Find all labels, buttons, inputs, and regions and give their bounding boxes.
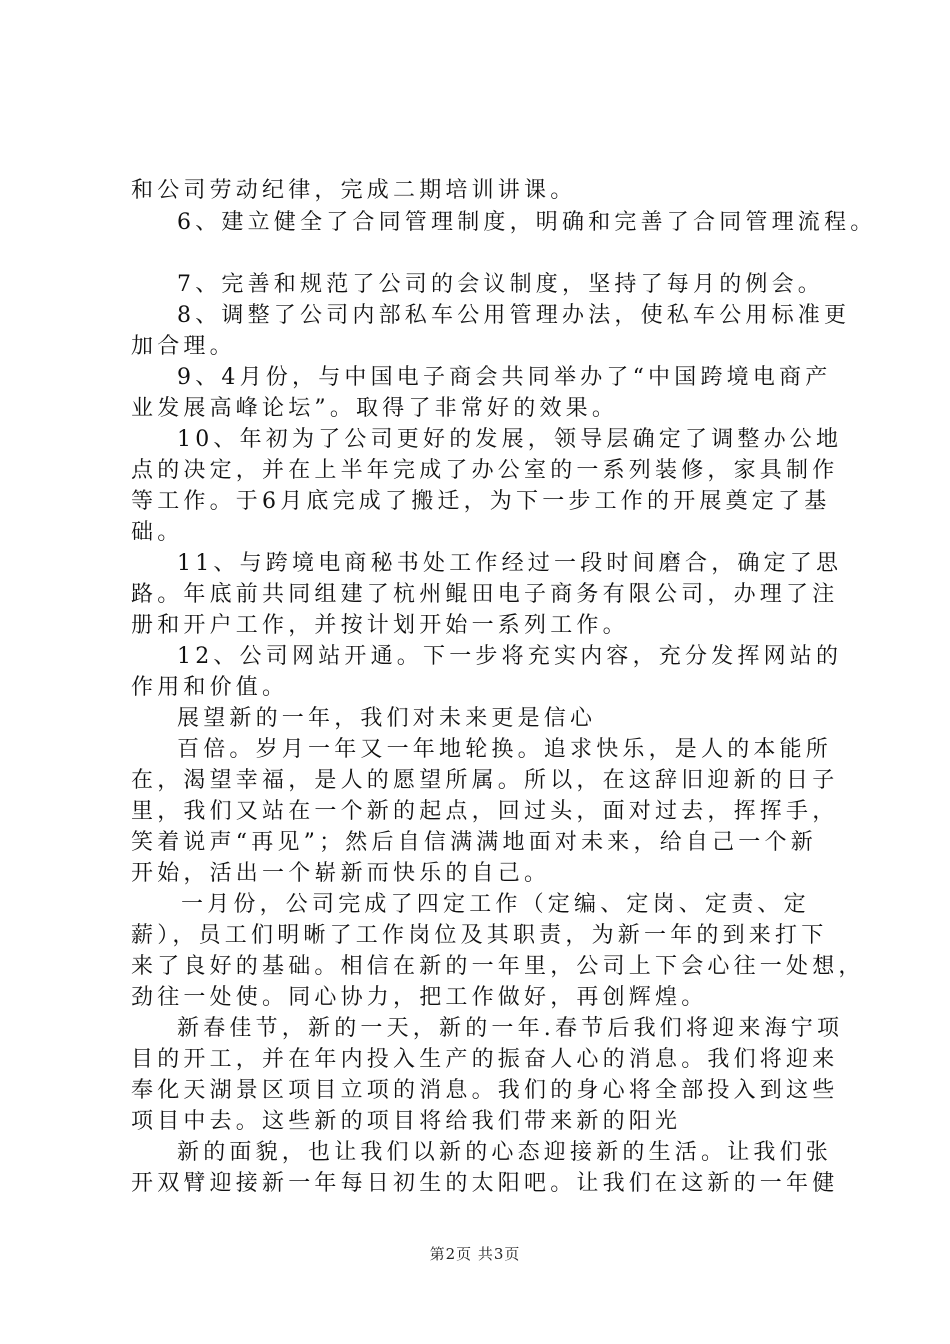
text-line: 项目中去。这些新的项目将给我们带来新的阳光	[131, 1109, 682, 1134]
text-line: 目的开工，并在年内投入生产的振奋人心的消息。我们将迎来	[131, 1047, 839, 1072]
text-line: 作用和价值。	[131, 675, 289, 700]
text-line: 10、年初为了公司更好的发展，领导层确定了调整办公地	[177, 427, 843, 452]
text-line: 薪），员工们明晰了工作岗位及其职责，为新一年的到来打下	[131, 923, 828, 948]
text-line: 展望新的一年，我们对未来更是信心	[177, 706, 597, 731]
text-line: 一月份，公司完成了四定工作（定编、定岗、定责、定	[181, 892, 810, 917]
text-line: 12、公司网站开通。下一步将充实内容，充分发挥网站的	[177, 644, 843, 669]
text-line: 9、4月份，与中国电子商会共同举办了“中国跨境电商产	[177, 365, 832, 390]
text-line: 来了良好的基础。相信在新的一年里，公司上下会心往一处想，	[131, 954, 865, 979]
text-line: 开双臂迎接新一年每日初生的太阳吧。让我们在这新的一年健	[131, 1171, 839, 1196]
text-line: 新春佳节，新的一天，新的一年.春节后我们将迎来海宁项	[177, 1016, 844, 1041]
text-line: 在，渴望幸福，是人的愿望所属。所以，在这辞旧迎新的日子	[131, 768, 839, 793]
text-line: 加合理。	[131, 334, 236, 359]
text-line: 新的面貌，也让我们以新的心态迎接新的生活。让我们张	[177, 1140, 833, 1165]
text-line: 7、完善和规范了公司的会议制度，坚持了每月的例会。	[177, 272, 824, 297]
text-line: 业发展高峰论坛”。取得了非常好的效果。	[131, 396, 619, 421]
text-line: 6、建立健全了合同管理制度，明确和完善了合同管理流程。	[177, 210, 877, 235]
text-line: 册和开户工作，并按计划开始一系列工作。	[131, 613, 629, 638]
text-line: 路。年底前共同组建了杭州鲲田电子商务有限公司，办理了注	[131, 582, 839, 607]
text-line: 劲往一处使。同心协力，把工作做好，再创辉煌。	[131, 985, 708, 1010]
text-line: 8、调整了公司内部私车公用管理办法，使私车公用标准更	[177, 303, 851, 328]
text-line: 等工作。于6月底完成了搬迁，为下一步工作的开展奠定了基	[131, 489, 831, 514]
page-number-footer: 第2页 共3页	[429, 1245, 521, 1263]
text-line: 点的决定，并在上半年完成了办公室的一系列装修，家具制作	[131, 458, 839, 483]
text-line: 奉化天湖景区项目立项的消息。我们的身心将全部投入到这些	[131, 1078, 839, 1103]
text-line: 础。	[131, 520, 184, 545]
text-line: 百倍。岁月一年又一年地轮换。追求快乐，是人的本能所	[177, 737, 833, 762]
text-line: 11、与跨境电商秘书处工作经过一段时间磨合，确定了思	[177, 551, 843, 576]
text-line: 里，我们又站在一个新的起点，回过头，面对过去，挥挥手，	[131, 799, 839, 824]
text-line: 笑着说声“再见”；然后自信满满地面对未来，给自己一个新	[131, 830, 817, 855]
text-line: 开始，活出一个崭新而快乐的自己。	[131, 861, 551, 886]
text-line: 和公司劳动纪律，完成二期培训讲课。	[131, 178, 577, 203]
